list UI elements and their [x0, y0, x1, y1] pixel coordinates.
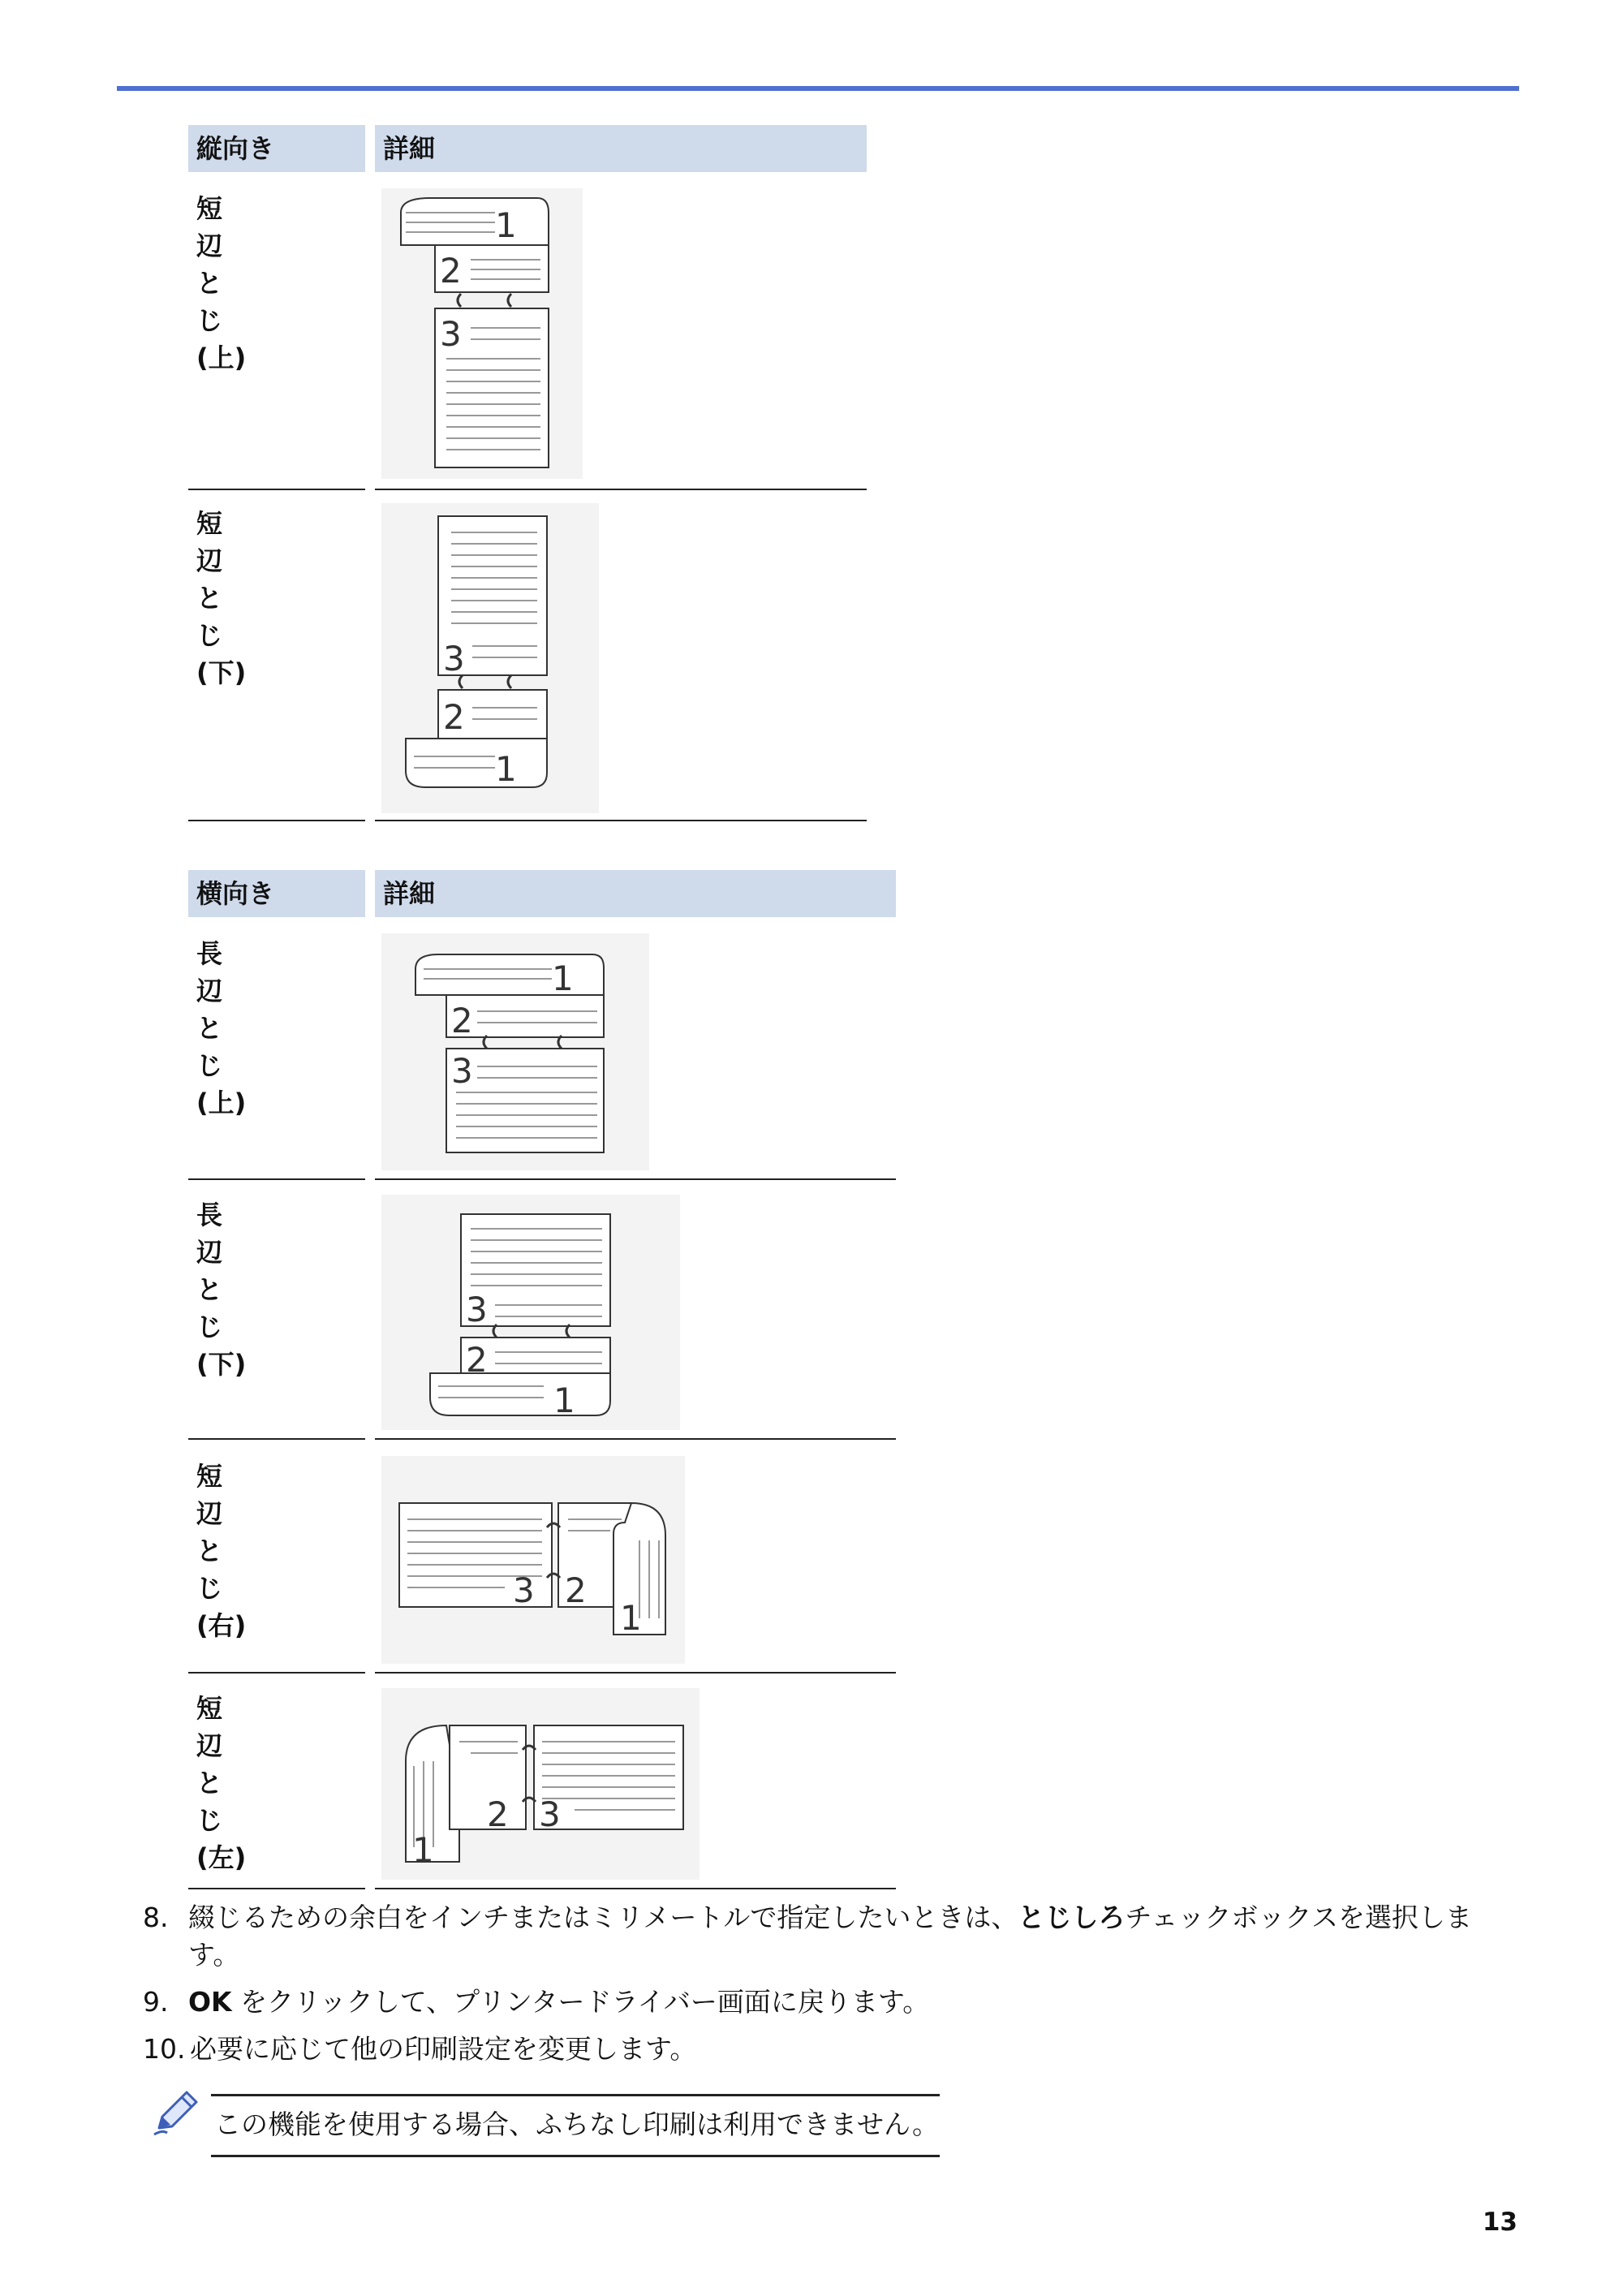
- page-number-3: 3: [443, 639, 465, 678]
- header-orientation: 横向き: [188, 870, 365, 917]
- header-orientation: 縦向き: [188, 125, 365, 172]
- page-number-2: 2: [443, 697, 465, 737]
- row-divider: [188, 1178, 365, 1180]
- row-divider: [188, 1438, 365, 1440]
- step-number: 9.: [143, 1986, 169, 2018]
- row-label: 短辺とじ (上): [196, 193, 247, 373]
- step-text: チェックボックスを選択しま: [1125, 1902, 1473, 1933]
- page-number-3: 3: [451, 1051, 473, 1091]
- row-divider: [375, 1178, 896, 1180]
- row-divider: [188, 1672, 365, 1674]
- header-details: 詳細: [375, 125, 867, 172]
- page-number: 13: [1482, 2208, 1518, 2237]
- step-9: [143, 1984, 1522, 2021]
- row-label: 長辺とじ (下): [196, 1200, 247, 1380]
- row-divider: [375, 1672, 896, 1674]
- page-number-2: 2: [565, 1570, 587, 1610]
- margin-checkbox-name: とじしろ: [1018, 1902, 1126, 1933]
- step-number: 8.: [143, 1902, 169, 1933]
- page-number-2: 2: [440, 251, 462, 291]
- step-text: す。: [188, 1939, 240, 1971]
- flip-right-landscape-figure: [381, 1456, 685, 1664]
- row-label: 短辺とじ (下): [196, 508, 247, 688]
- page-number-1: 1: [495, 749, 517, 789]
- note-text: この機能を使用する場合、ふちなし印刷は利用できません。: [211, 2094, 940, 2157]
- row-divider: [188, 489, 365, 490]
- row-divider: [188, 820, 365, 821]
- page-number-1: 1: [552, 958, 574, 998]
- step-text: をクリックして、プリンタードライバー画面に戻ります。: [231, 1986, 930, 2018]
- step-number: 10.: [143, 2033, 186, 2065]
- page-number-3: 3: [513, 1570, 535, 1610]
- page-number-1: 1: [495, 205, 517, 245]
- steps-list: [143, 1899, 1522, 2078]
- row-label: 短辺とじ (左): [196, 1693, 247, 1873]
- page-number-3: 3: [539, 1794, 561, 1834]
- page-number-2: 2: [466, 1340, 488, 1380]
- page-number-3: 3: [466, 1290, 488, 1329]
- step-text: 綴じるための余白をインチまたはミリメートルで指定したいときは、: [188, 1902, 1018, 1933]
- page-number-3: 3: [440, 314, 462, 354]
- row-divider: [375, 489, 867, 490]
- row-divider: [375, 1888, 896, 1889]
- step-text: 必要に応じて他の印刷設定を変更します。: [190, 2033, 697, 2065]
- step-10: [143, 2031, 1522, 2068]
- row-label: 長辺とじ (上): [196, 938, 247, 1118]
- page-number-2: 2: [487, 1794, 509, 1834]
- page-number-1: 1: [620, 1598, 642, 1638]
- step-8: [143, 1899, 1522, 1974]
- pencil-icon: [151, 2087, 201, 2138]
- row-divider: [375, 1438, 896, 1440]
- flip-top-landscape-figure: [381, 933, 649, 1170]
- page-number-1: 1: [553, 1381, 575, 1420]
- page-number-2: 2: [451, 1001, 473, 1040]
- flip-top-portrait-figure: [381, 188, 583, 479]
- ok-button-name: OK: [188, 1986, 232, 2018]
- flip-bottom-portrait-figure: [381, 503, 599, 813]
- top-rule: [117, 86, 1519, 91]
- header-details: 詳細: [375, 870, 896, 917]
- row-divider: [188, 1888, 365, 1889]
- flip-bottom-landscape-figure: [381, 1195, 680, 1430]
- row-label: 短辺とじ (右): [196, 1461, 247, 1641]
- flip-left-landscape-figure: [381, 1688, 700, 1880]
- row-divider: [375, 820, 867, 821]
- note: [151, 2086, 946, 2165]
- page-number-1: 1: [412, 1830, 434, 1870]
